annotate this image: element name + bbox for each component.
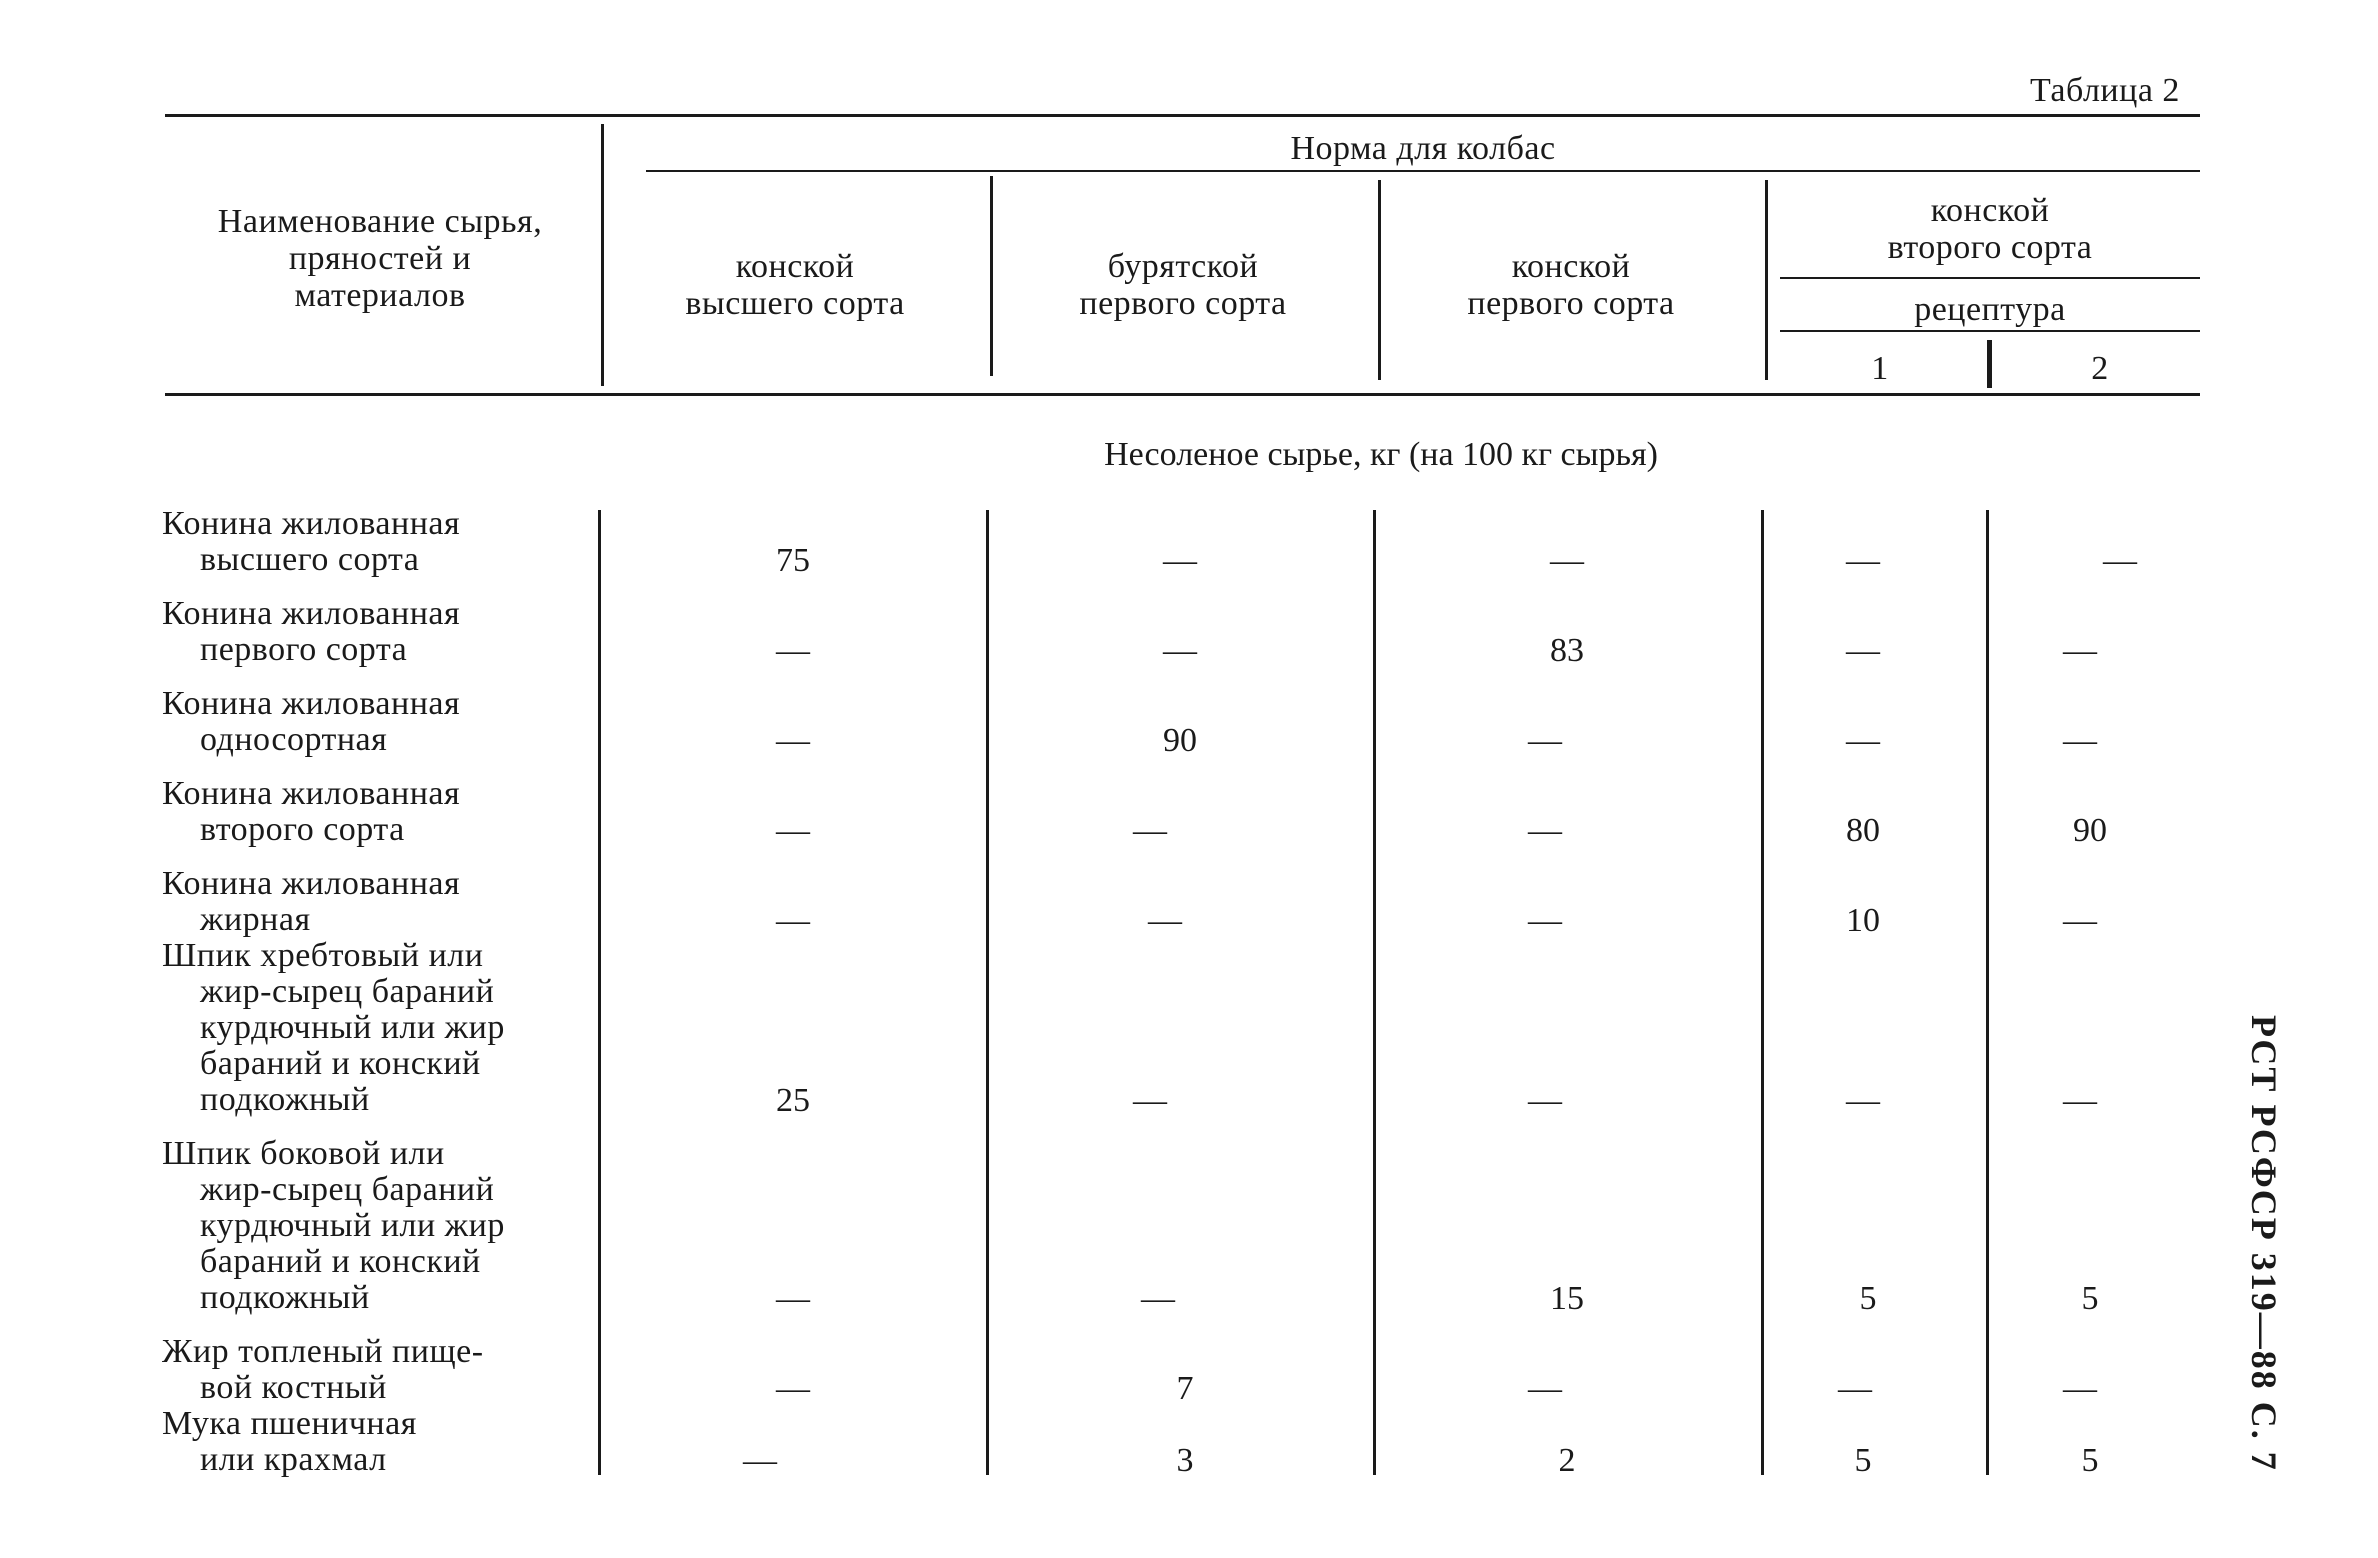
header-divider (601, 124, 604, 386)
row9-col1: — (743, 1442, 777, 1479)
row1-col1: 75 (776, 542, 810, 579)
row8-col4: — (1838, 1370, 1872, 1407)
row5-col1: — (776, 902, 810, 939)
row-name-line: Конина жилованная (162, 775, 461, 812)
row3-col4: — (1846, 722, 1880, 759)
row1-col4: — (1846, 542, 1880, 579)
row-name-7 (162, 1136, 505, 1316)
row8-col5: — (2063, 1370, 2097, 1407)
row7-col2: — (1141, 1280, 1175, 1317)
row6-col4: — (1846, 1082, 1880, 1119)
row-name-line: жирная (200, 901, 311, 938)
body-divider (1373, 510, 1376, 1475)
row5-col3: — (1528, 902, 1562, 939)
row3-col2: 90 (1163, 722, 1197, 759)
body-divider (1986, 510, 1989, 1475)
row2-col1: — (776, 632, 810, 669)
header-recipe-2: 2 (2091, 350, 2109, 387)
row-name-5 (162, 866, 460, 938)
row-name-line: Мука пшеничная (162, 1405, 417, 1442)
row-name-line: жир-сырец бараний (200, 973, 495, 1010)
table-label: Таблица 2 (2030, 72, 2180, 109)
row6-col2: — (1133, 1082, 1167, 1119)
row-name-9 (162, 1406, 417, 1478)
row8-col2: 7 (1176, 1370, 1194, 1407)
header-line: бурятской (1107, 248, 1259, 285)
body-divider (1761, 510, 1764, 1475)
row4-col3: — (1528, 812, 1562, 849)
row9-col5: 5 (2081, 1442, 2099, 1479)
row-name-line: Жир топленый пище- (162, 1333, 484, 1370)
row6-col1: 25 (776, 1082, 810, 1119)
row5-col2: — (1148, 902, 1182, 939)
row-name-line: Конина жилованная (162, 505, 461, 542)
row7-col3: 15 (1550, 1280, 1584, 1317)
row-name-line: высшего сорта (200, 541, 420, 578)
header-divider (990, 176, 993, 376)
norm-group-rule (646, 170, 2200, 172)
row-name-line: жир-сырец бараний (200, 1171, 495, 1208)
row-name-line: подкожный (200, 1081, 370, 1118)
row1-col5: — (2103, 542, 2137, 579)
header-name-column (175, 203, 585, 314)
row-name-line: бараний и конский (200, 1243, 481, 1280)
header-line: первого сорта (1467, 285, 1675, 322)
row-name-line: второго сорта (200, 811, 405, 848)
row-name-line: Шпик боковой или (162, 1135, 445, 1172)
row1-col2: — (1163, 542, 1197, 579)
row3-col5: — (2063, 722, 2097, 759)
row-name-line: Конина жилованная (162, 595, 461, 632)
row-name-line: курдючный или жир (200, 1009, 505, 1046)
header-divider (1987, 340, 1992, 388)
row-name-line: первого сорта (200, 631, 408, 668)
header-recipe: рецептура (1914, 291, 2066, 328)
row-name-1 (162, 506, 460, 578)
row-name-line: вой костный (200, 1369, 387, 1406)
row3-col3: — (1528, 722, 1562, 759)
row5-col5: — (2063, 902, 2097, 939)
row2-col4: — (1846, 632, 1880, 669)
header-line: конской (735, 248, 855, 285)
row-name-3 (162, 686, 460, 758)
row6-col5: — (2063, 1082, 2097, 1119)
row6-col3: — (1528, 1082, 1562, 1119)
row-name-6 (162, 938, 505, 1118)
row4-col4: 80 (1846, 812, 1880, 849)
body-divider (986, 510, 989, 1475)
header-name-line: Наименование сырья, (217, 203, 543, 240)
row5-col4: 10 (1846, 902, 1880, 939)
row4-col5: 90 (2073, 812, 2107, 849)
row9-col4: 5 (1854, 1442, 1872, 1479)
row7-col4: 5 (1859, 1280, 1877, 1317)
header-col-buryat-first (998, 248, 1368, 322)
header-divider (1378, 180, 1381, 380)
row1-col3: — (1550, 542, 1584, 579)
header-col-horse-second (1780, 192, 2200, 266)
row4-col2: — (1133, 812, 1167, 849)
row-name-line: курдючный или жир (200, 1207, 505, 1244)
second-grade-rule (1780, 277, 2200, 279)
top-rule (165, 114, 2200, 117)
row-name-line: бараний и конский (200, 1045, 481, 1082)
header-line: второго сорта (1887, 229, 2093, 266)
row8-col1: — (776, 1370, 810, 1407)
row-name-line: односортная (200, 721, 388, 758)
row-name-line: Конина жилованная (162, 685, 461, 722)
row-name-4 (162, 776, 460, 848)
row2-col2: — (1163, 632, 1197, 669)
header-name-line: пряностей и (288, 240, 472, 277)
recipe-rule (1780, 330, 2200, 332)
header-recipe-1: 1 (1871, 350, 1889, 387)
side-page-header: РСТ РСФСР 319—88 С. 7 (2244, 1015, 2284, 1472)
body-divider (598, 510, 601, 1475)
header-col-horse-first (1386, 248, 1756, 322)
row7-col1: — (776, 1280, 810, 1317)
header-col-horse-premium (610, 248, 980, 322)
header-divider (1765, 180, 1768, 380)
row-name-8 (162, 1334, 484, 1406)
header-norm-group: Норма для колбас (1290, 130, 1556, 167)
header-line: первого сорта (1079, 285, 1287, 322)
header-name-line: материалов (294, 277, 466, 314)
row-name-2 (162, 596, 460, 668)
row9-col3: 2 (1558, 1442, 1576, 1479)
header-line: высшего сорта (685, 285, 905, 322)
row7-col5: 5 (2081, 1280, 2099, 1317)
header-line: конской (1511, 248, 1631, 285)
row4-col1: — (776, 812, 810, 849)
section-title: Несоленое сырье, кг (на 100 кг сырья) (1104, 436, 1658, 473)
row-name-line: Конина жилованная (162, 865, 461, 902)
row-name-line: Шпик хребтовый или (162, 937, 484, 974)
row8-col3: — (1528, 1370, 1562, 1407)
header-line: конской (1930, 192, 2050, 229)
row9-col2: 3 (1176, 1442, 1194, 1479)
header-bottom-rule (165, 393, 2200, 396)
row-name-line: подкожный (200, 1279, 370, 1316)
row2-col5: — (2063, 632, 2097, 669)
row3-col1: — (776, 722, 810, 759)
row-name-line: или крахмал (200, 1441, 387, 1478)
row2-col3: 83 (1550, 632, 1584, 669)
